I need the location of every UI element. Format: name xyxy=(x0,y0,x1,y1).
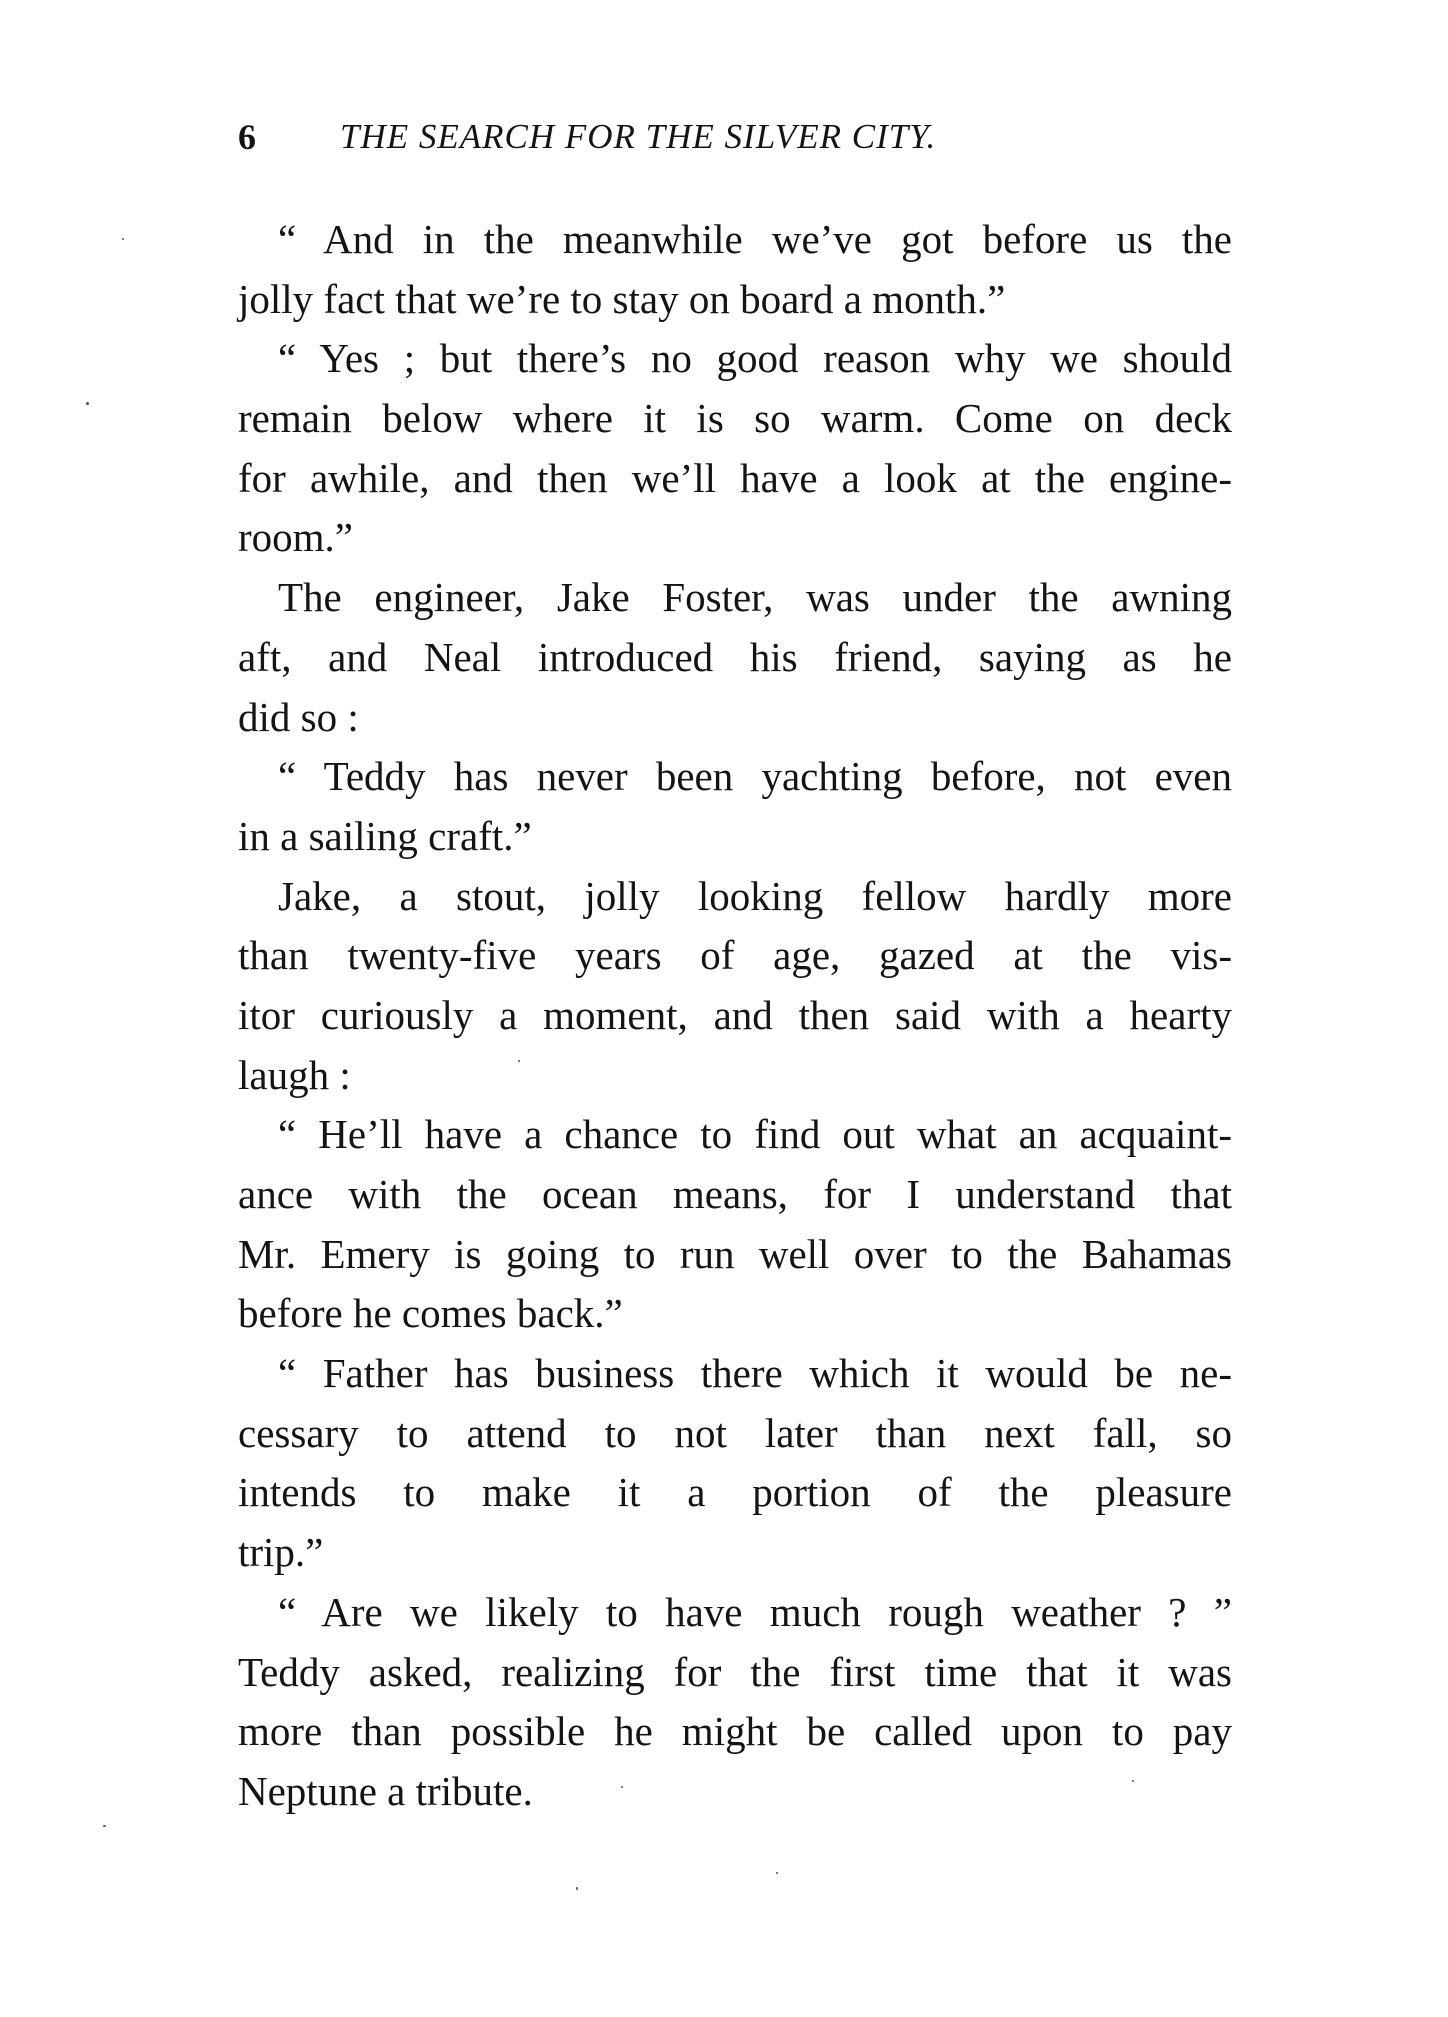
text-line: cessary to attend to not later than next fall, so xyxy=(238,1409,1232,1456)
text-line: “ Are we likely to have much rough weather ? ” xyxy=(278,1588,1232,1635)
text-line: “ And in the meanwhile we’ve got before us the xyxy=(278,216,1232,262)
paragraph xyxy=(238,1583,1232,1822)
paragraph xyxy=(238,747,1232,866)
text-line: trip.” xyxy=(238,1529,324,1576)
page-number: 6 xyxy=(238,117,256,157)
text-line: itor curiously a moment, and then said with a hearty xyxy=(238,991,1232,1038)
scan-speck xyxy=(776,1872,778,1874)
text-line: Teddy asked, realizing for the first time that it was xyxy=(238,1648,1232,1695)
running-title: THE SEARCH FOR THE SILVER CITY. xyxy=(340,117,937,156)
text-line: “ Teddy has never been yachting before, not even xyxy=(278,753,1232,800)
text-line: intends to make it a portion of the pleasure xyxy=(238,1469,1232,1516)
text-line: did so : xyxy=(238,693,359,740)
scan-speck xyxy=(103,1825,106,1827)
text-line: “ Yes ; but there’s no good reason why we should xyxy=(278,335,1232,382)
paragraph xyxy=(238,867,1232,1106)
scan-speck xyxy=(86,402,89,405)
text-line: “ He’ll have a chance to find out what an acquaint- xyxy=(278,1111,1232,1158)
paragraph xyxy=(238,329,1232,568)
scan-speck xyxy=(1132,1780,1134,1782)
paragraph xyxy=(238,568,1232,747)
scan-speck xyxy=(621,1786,623,1788)
text-line: “ Father has business there which it would be ne- xyxy=(278,1350,1232,1397)
text-line: aft, and Neal introduced his friend, saying as he xyxy=(238,633,1232,680)
text-line: in a sailing craft.” xyxy=(238,812,532,859)
paragraph xyxy=(238,1344,1232,1583)
text-line: Mr. Emery is going to run well over to the Bahamas xyxy=(238,1230,1232,1277)
scan-speck xyxy=(518,1060,520,1062)
paragraph xyxy=(238,1105,1232,1344)
text-line: for awhile, and then we’ll have a look at the engine- xyxy=(238,454,1232,501)
paragraph xyxy=(238,210,1232,329)
running-header xyxy=(238,112,1232,162)
text-line: laugh : xyxy=(238,1051,351,1098)
text-line: before he comes back.” xyxy=(238,1290,623,1337)
text-line: more than possible he might be called upon to pay xyxy=(238,1708,1232,1755)
text-line: than twenty-five years of age, gazed at the vis- xyxy=(238,932,1232,979)
text-line: Jake, a stout, jolly looking fellow hardly more xyxy=(278,872,1232,919)
text-line: room.” xyxy=(238,514,353,561)
scan-speck xyxy=(122,238,124,240)
text-line: ance with the ocean means, for I understand that xyxy=(238,1171,1232,1217)
text-line: remain below where it is so warm. Come on deck xyxy=(238,395,1232,442)
body-text xyxy=(238,210,1232,1822)
text-line: jolly fact that we’re to stay on board a month.” xyxy=(238,275,1006,322)
scan-speck xyxy=(576,1887,578,1890)
text-line: Neptune a tribute. xyxy=(238,1767,533,1814)
text-line: The engineer, Jake Foster, was under the awning xyxy=(278,574,1232,621)
